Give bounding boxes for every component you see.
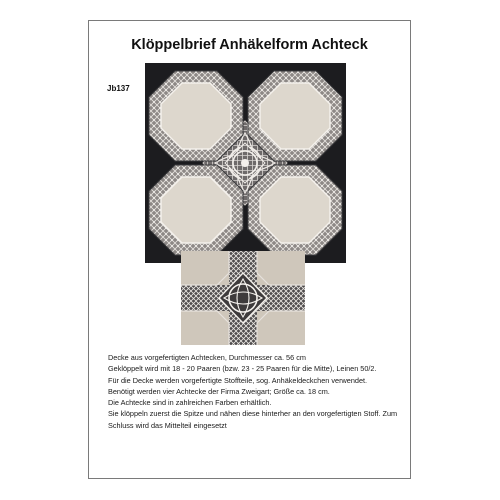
description-line: Sie klöppeln zuerst die Spitze und nähen diese hinterher an den vorgefertigten Stoff. Zum Schluss wird das Mittelteil eingesetzt xyxy=(108,409,398,430)
description xyxy=(108,352,398,431)
description-line: Die Achtecke sind in zahlreichen Farben erhältlich. xyxy=(108,398,272,408)
main-doily-photo xyxy=(145,63,346,263)
pattern-sheet xyxy=(88,20,411,479)
doily-illustration xyxy=(145,63,346,263)
octagon-bottom-left xyxy=(149,165,243,255)
detail-lace-photo xyxy=(181,251,305,345)
octagon-top-left xyxy=(149,71,243,161)
detail-illustration xyxy=(181,251,305,345)
description-line: Für die Decke werden vorgefertigte Stoffteile, sog. Anhäkeldeckchen verwendet. xyxy=(108,375,368,385)
description-line: Decke aus vorgefertigten Achtecken, Durchmesser ca. 56 cm xyxy=(108,353,306,362)
description-line: Benötigt werden vier Achtecke der Firma Zweigart; Größe ca. 18 cm. xyxy=(108,386,330,396)
page-title: Klöppelbrief Anhäkelform Achteck xyxy=(131,37,368,53)
product-code: Jb137 xyxy=(107,84,130,93)
octagon-top-right xyxy=(248,71,342,161)
octagon-bottom-right xyxy=(248,165,342,255)
description-line: Geklöppelt wird mit 18 - 20 Paaren (bzw. 23 - 25 Paaren für die Mitte), Leinen 50/2. xyxy=(108,364,377,374)
